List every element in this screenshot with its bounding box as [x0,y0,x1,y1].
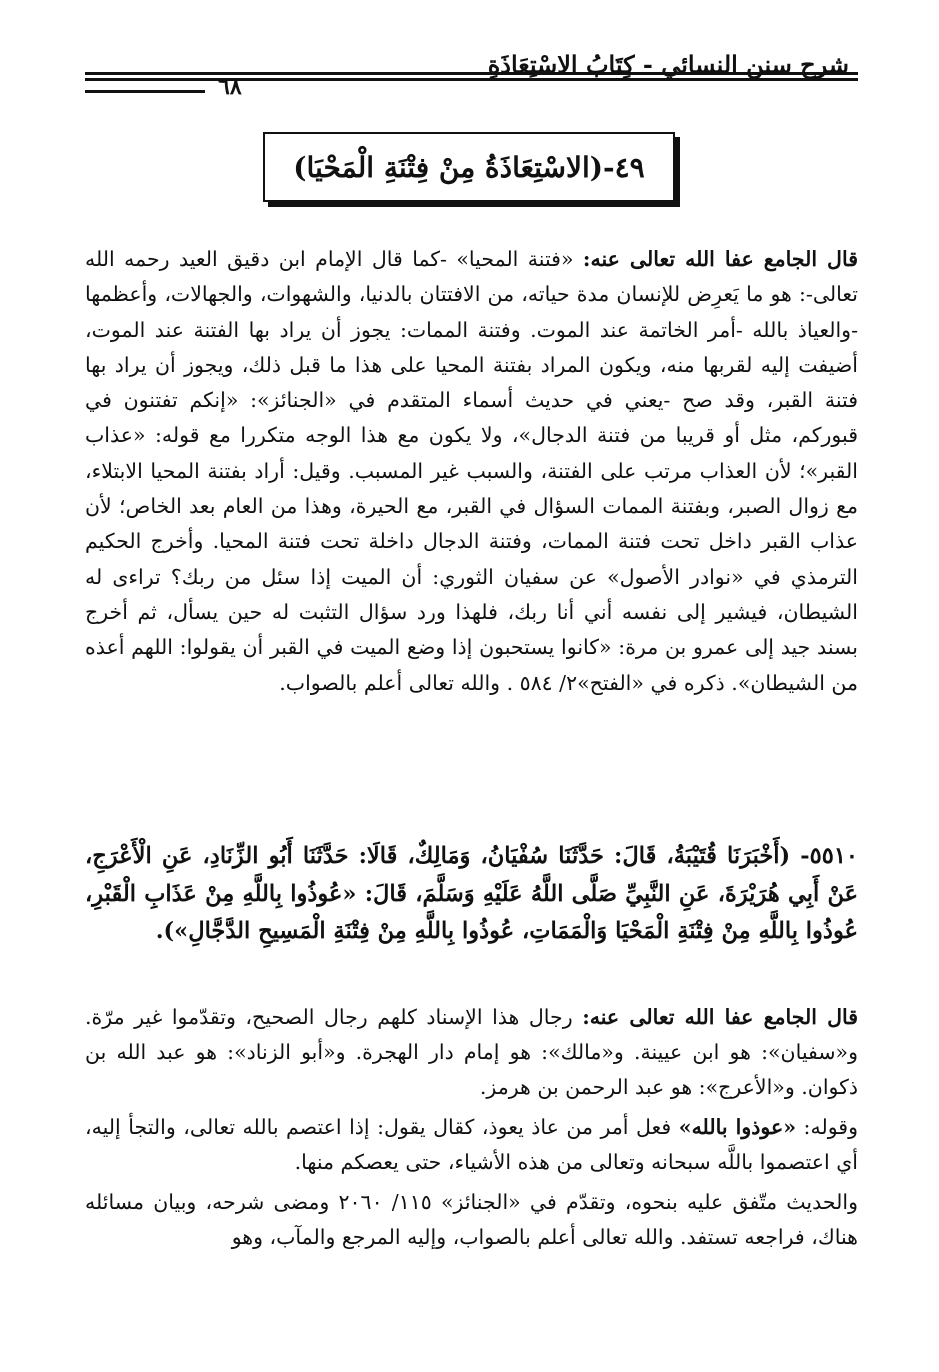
chapter-title: ٤٩-(الاسْتِعَاذَةُ مِنْ فِتْنَةِ الْمَحْيَا) [293,150,645,184]
page-number: ٦٨ [218,74,242,100]
isnad-paragraph [85,1000,858,1105]
isnad-text: رجال هذا الإسناد كلهم رجال الصحيح، وتقدّموا غير مرّة. و«سفيان»: هو ابن عيينة. و«مالك»: هو إمام دار الهجرة. و«أبو الزناد»: هو عبد الله بن ذكوان. و«الأعرج»: هو عبد الرحمن بن هرمز. [85,1005,858,1099]
chapter-title-box [263,132,675,202]
explanation-quote: «عوذوا بالله» [678,1115,797,1139]
commentary-lead: قال الجامع عفا الله تعالى عنه: [582,247,858,271]
header-rule-top [85,72,858,75]
running-title: شرح سنن النسائي - كِتَابُ الاسْتِعَاذَةِ [487,50,849,79]
explanation-text: فعل أمر من عاذ يعوذ، كقال يقول: إذا اعتصم بالله تعالى، والتجأ إليه، أي اعتصموا باللَّه سبحانه وتعالى من هذه الأشياء، حتى يعصكم منها. [85,1115,858,1174]
commentary-block [85,242,858,701]
explanation-lead: وقوله: [803,1115,858,1139]
page-number-rule [85,90,205,93]
commentary-paragraph [85,242,858,701]
header-rule-middle [85,78,858,81]
isnad-lead: قال الجامع عفا الله تعالى عنه: [582,1005,859,1029]
explanation-paragraph [85,1110,858,1180]
closing-paragraph: والحديث متّفق عليه بنحوه، وتقدّم في «الجنائز» ١١٥/ ٢٠٦٠ ومضى شرحه، وبيان مسائله هناك، فراجعه تستفد. والله تعالى أعلم بالصواب، وإليه المرجع والمآب، وهو [85,1190,858,1249]
commentary-text: «فتنة المحيا» -كما قال الإمام ابن دقيق العيد رحمه الله تعالى-: هو ما يَعرِض للإنسان مدة حياته، من الافتتان بالدنيا، والشهوات، والجهالات، وأعظمها -والعياذ بالله -أمر الخاتمة عند الموت. وفتنة الممات: يجوز أن يراد بها الفتنة عند الموت، أضيفت إليه لقربها منه، ويكون المراد بفتنة المحيا على هذا ما قبل ذلك، ويجوز أن يراد بها فتنة القبر، وقد صح -يعني في حديث أسماء المتقدم في «الجنائز»: «إنكم تفتنون في قبوركم، مثل أو قريبا من فتنة الدجال»، ولا يكون مع هذا الوجه متكررا مع قوله: «عذاب القبر»؛ لأن العذاب مرتب على الفتنة، والسبب غير المسبب. وقيل: أراد بفتنة المحيا الابتلاء، مع زوال الصبر، وبفتنة الممات السؤال في القبر، مع الحيرة، وهذا من العام بعد الخاص؛ لأن عذاب القبر داخل تحت فتنة الممات، وفتنة الدجال داخلة تحت فتنة المحيا. وأخرج الحكيم الترمذي في «نوادر الأصول» عن سفيان الثوري: أن الميت إذا سئل من ربك؟ تراءى له الشيطان، فيشير إلى نفسه أني أنا ربك، فلهذا ورد سؤال التثبت له حين يسأل، ثم أخرج بسند جيد إلى عمرو بن مرة: «كانوا يستحبون إذا وضع الميت في القبر أن يقولوا: اللهم أعذه من الشيطان». ذكره في «الفتح»٢/ ٥٨٤ . والله تعالى أعلم بالصواب. [85,247,858,695]
hadith-text: ٥٥١٠- (أَخْبَرَنَا قُتَيْبَةُ، قَالَ: حَدَّثَنَا سُفْيَانُ، وَمَالِكٌ، قَالَا: حَدَّثَنَا أَبُو الزِّنَادِ، عَنِ الْأَعْرَجِ، عَنْ أَبِي هُرَيْرَةَ، عَنِ النَّبِيِّ صَلَّى اللَّهُ عَلَيْهِ وَسَلَّمَ، قَالَ: «عُوذُوا بِاللَّهِ مِنْ عَذَابِ الْقَبْرِ، عُوذُوا بِاللَّهِ مِنْ فِتْنَةِ الْمَحْيَا وَالْمَمَاتِ، عُوذُوا بِاللَّهِ مِنْ فِتْنَةِ الْمَسِيحِ الدَّجَّالِ»). [85,843,858,944]
hadith-block [85,838,858,951]
commentary-block-2 [85,1000,858,1255]
